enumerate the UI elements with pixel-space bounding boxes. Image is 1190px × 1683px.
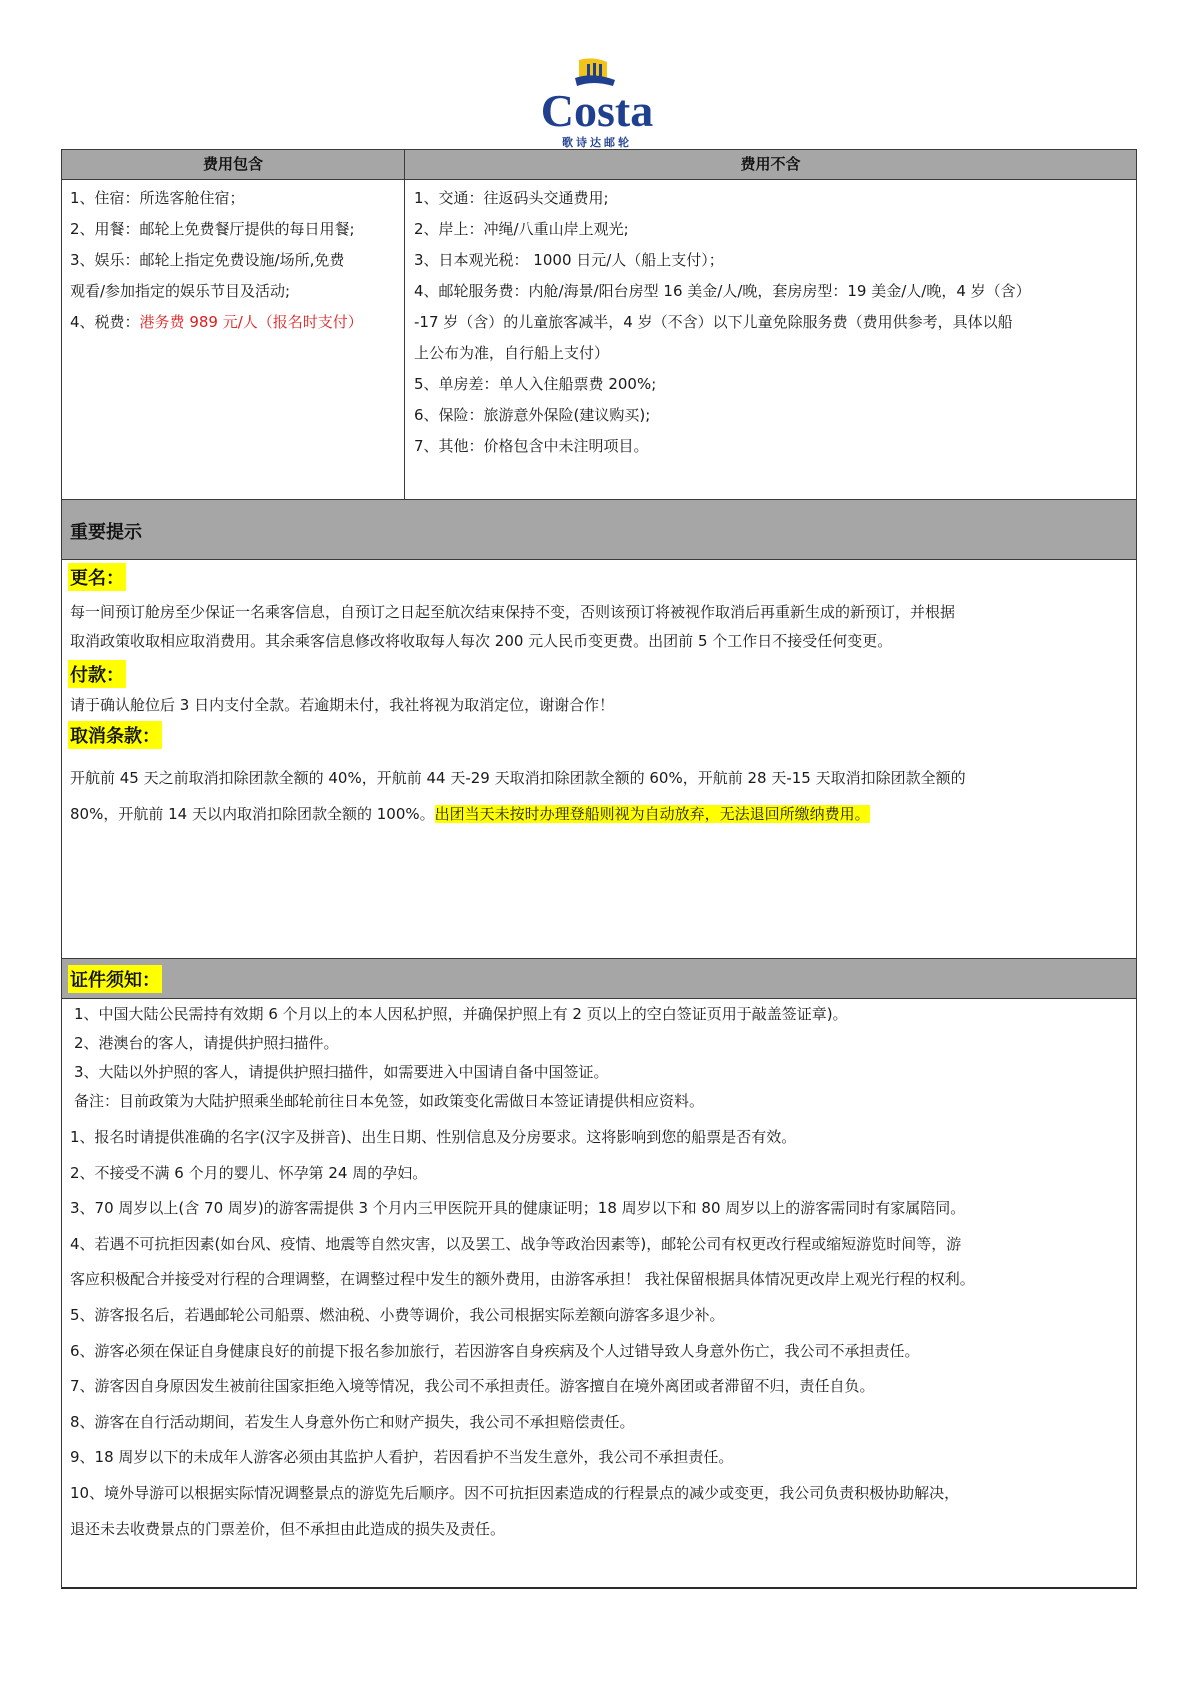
documents-title: 证件须知：: [68, 965, 162, 993]
included-list: [70, 183, 400, 338]
logo-wordmark: Costa: [540, 85, 654, 136]
list-item: 退还未去收费景点的门票差价，但不承担由此造成的损失及责任。: [70, 1519, 506, 1538]
column-divider: [404, 150, 405, 499]
excluded-list: [414, 183, 1130, 462]
list-item: 5、单房差：单人入住船票费 200%;: [414, 375, 657, 393]
costa-logo-mark: [527, 56, 667, 136]
list-item: 观看/参加指定的娱乐节目及活动;: [70, 282, 291, 300]
list-item: 2、不接受不满 6 个月的婴儿、怀孕第 24 周的孕妇。: [70, 1163, 428, 1182]
list-item: 1、中国大陆公民需持有效期 6 个月以上的本人因私护照，并确保护照上有 2 页以上的空白签证页用于敲盖签证章)。: [74, 1005, 848, 1023]
costa-logo: [527, 56, 667, 151]
list-item: 2、用餐：邮轮上免费餐厅提供的每日用餐;: [70, 220, 355, 238]
list-item: 4、邮轮服务费：内舱/海景/阳台房型 16 美金/人/晚，套房房型：19 美金/人/晚，4 岁（含）: [414, 282, 1031, 300]
list-item: 9、18 周岁以下的未成年人游客必须由其监护人看护，若因看护不当发生意外，我公司不承担责任。: [70, 1448, 734, 1467]
list-item: 7、其他：价格包含中未注明项目。: [414, 437, 649, 455]
list-item: 5、游客报名后，若遇邮轮公司船票、燃油税、小费等调价，我公司根据实际差额向游客多退少补。: [70, 1305, 725, 1324]
list-item: 3、70 周岁以上(含 70 周岁)的游客需提供 3 个月内三甲医院开具的健康证明；18 周岁以下和 80 周岁以上的游客需同时有家属陪同。: [70, 1199, 966, 1218]
list-item: 1、住宿：所选客舱住宿；: [70, 189, 245, 207]
list-item-tax: [70, 307, 400, 338]
list-item: 8、游客在自行活动期间，若发生人身意外伤亡和财产损失，我公司不承担赔偿责任。: [70, 1412, 635, 1431]
list-item: 3、娱乐：邮轮上指定免费设施/场所,免费: [70, 251, 345, 269]
list-item: 4、若遇不可抗拒因素(如台风、疫情、地震等自然灾害，以及罢工、战争等政治因素等)，邮轮公司有权更改行程或缩短游览时间等，游: [70, 1234, 962, 1253]
cancel-text: [70, 760, 966, 832]
list-item: 3、日本观光税： 1000 日元/人（船上支付）；: [414, 251, 724, 269]
tax-label: 4、税费：: [70, 313, 140, 331]
list-item: 备注：目前政策为大陆护照乘坐邮轮前往日本免签，如政策变化需做日本签证请提供相应资料。: [74, 1092, 705, 1110]
list-item: 7、游客因自身原因发生被前往国家拒绝入境等情况，我公司不承担责任。游客擅自在境外离团或者滞留不归，责任自负。: [70, 1377, 875, 1396]
list-item: 上公布为准，自行船上支付）: [414, 344, 610, 362]
list-item: 6、保险：旅游意外保险(建议购买);: [414, 406, 651, 424]
terms-list: [70, 1120, 975, 1547]
documents-list: [74, 1000, 848, 1116]
cancel-title: 取消条款：: [68, 721, 162, 749]
list-item: 6、游客必须在保证自身健康良好的前提下报名参加旅行，若因游客自身疾病及个人过错导致人身意外伤亡，我公司不承担责任。: [70, 1341, 920, 1360]
paragraph-line: 开航前 45 天之前取消扣除团款全额的 40%，开航前 44 天-29 天取消扣除团款全额的 60%，开航前 28 天-15 天取消扣除团款全额的: [70, 769, 966, 787]
included-header: 费用包含: [202, 155, 263, 173]
notice-title: 重要提示: [70, 522, 142, 543]
list-item: 客应积极配合并接受对行程的合理调整，在调整过程中发生的额外费用，由游客承担！ 我社保留根据具体情况更改岸上观光行程的权利。: [70, 1270, 975, 1289]
notice-header-row: [62, 500, 1136, 559]
paragraph-line: 每一间预订舱房至少保证一名乘客信息，自预订之日起至航次结束保持不变，否则该预订将被视作取消后再重新生成的新预订，并根据: [70, 603, 956, 621]
terms-table: [61, 149, 1137, 1589]
tax-value: 港务费 989 元/人（报名时支付）: [139, 313, 363, 331]
list-item: 1、报名时请提供准确的名字(汉字及拼音)、出生日期、性别信息及分房要求。这将影响到您的船票是否有效。: [70, 1128, 797, 1146]
payment-text: 请于确认舱位后 3 日内支付全款。若逾期未付，我社将视为取消定位，谢谢合作！: [70, 696, 615, 714]
paragraph-line: 80%，开航前 14 天以内取消扣除团款全额的 100%。出团当天未按时办理登船则视为自动放弃，无法退回所缴纳费用。: [70, 805, 870, 823]
cancel-highlight: 出团当天未按时办理登船则视为自动放弃，无法退回所缴纳费用。: [434, 805, 870, 823]
list-item: 1、交通：往返码头交通费用;: [414, 189, 609, 207]
list-item: 3、大陆以外护照的客人，请提供护照扫描件，如需要进入中国请自备中国签证。: [74, 1063, 609, 1081]
documents-header-row: [62, 959, 1136, 998]
list-item: 10、境外导游可以根据实际情况调整景点的游览先后顺序。因不可抗拒因素造成的行程景点的减少或变更，我公司负责积极协助解决，: [70, 1483, 960, 1502]
excluded-header: 费用不含: [740, 155, 801, 173]
rename-text: [70, 598, 955, 656]
rename-title: 更名：: [68, 563, 126, 591]
payment-title: 付款：: [68, 660, 126, 688]
paragraph-line: 取消政策收取相应取消费用。其余乘客信息修改将收取每人每次 200 元人民币变更费。出团前 5 个工作日不接受任何变更。: [70, 632, 893, 650]
logo-subtext: 歌诗达邮轮: [562, 136, 632, 149]
list-item: 2、岸上：冲绳/八重山岸上观光;: [414, 220, 629, 238]
list-item: 2、港澳台的客人，请提供护照扫描件。: [74, 1034, 339, 1052]
list-item: -17 岁（含）的儿童旅客减半，4 岁（不含）以下儿童免除服务费（费用供参考，具体以船: [414, 313, 1013, 331]
